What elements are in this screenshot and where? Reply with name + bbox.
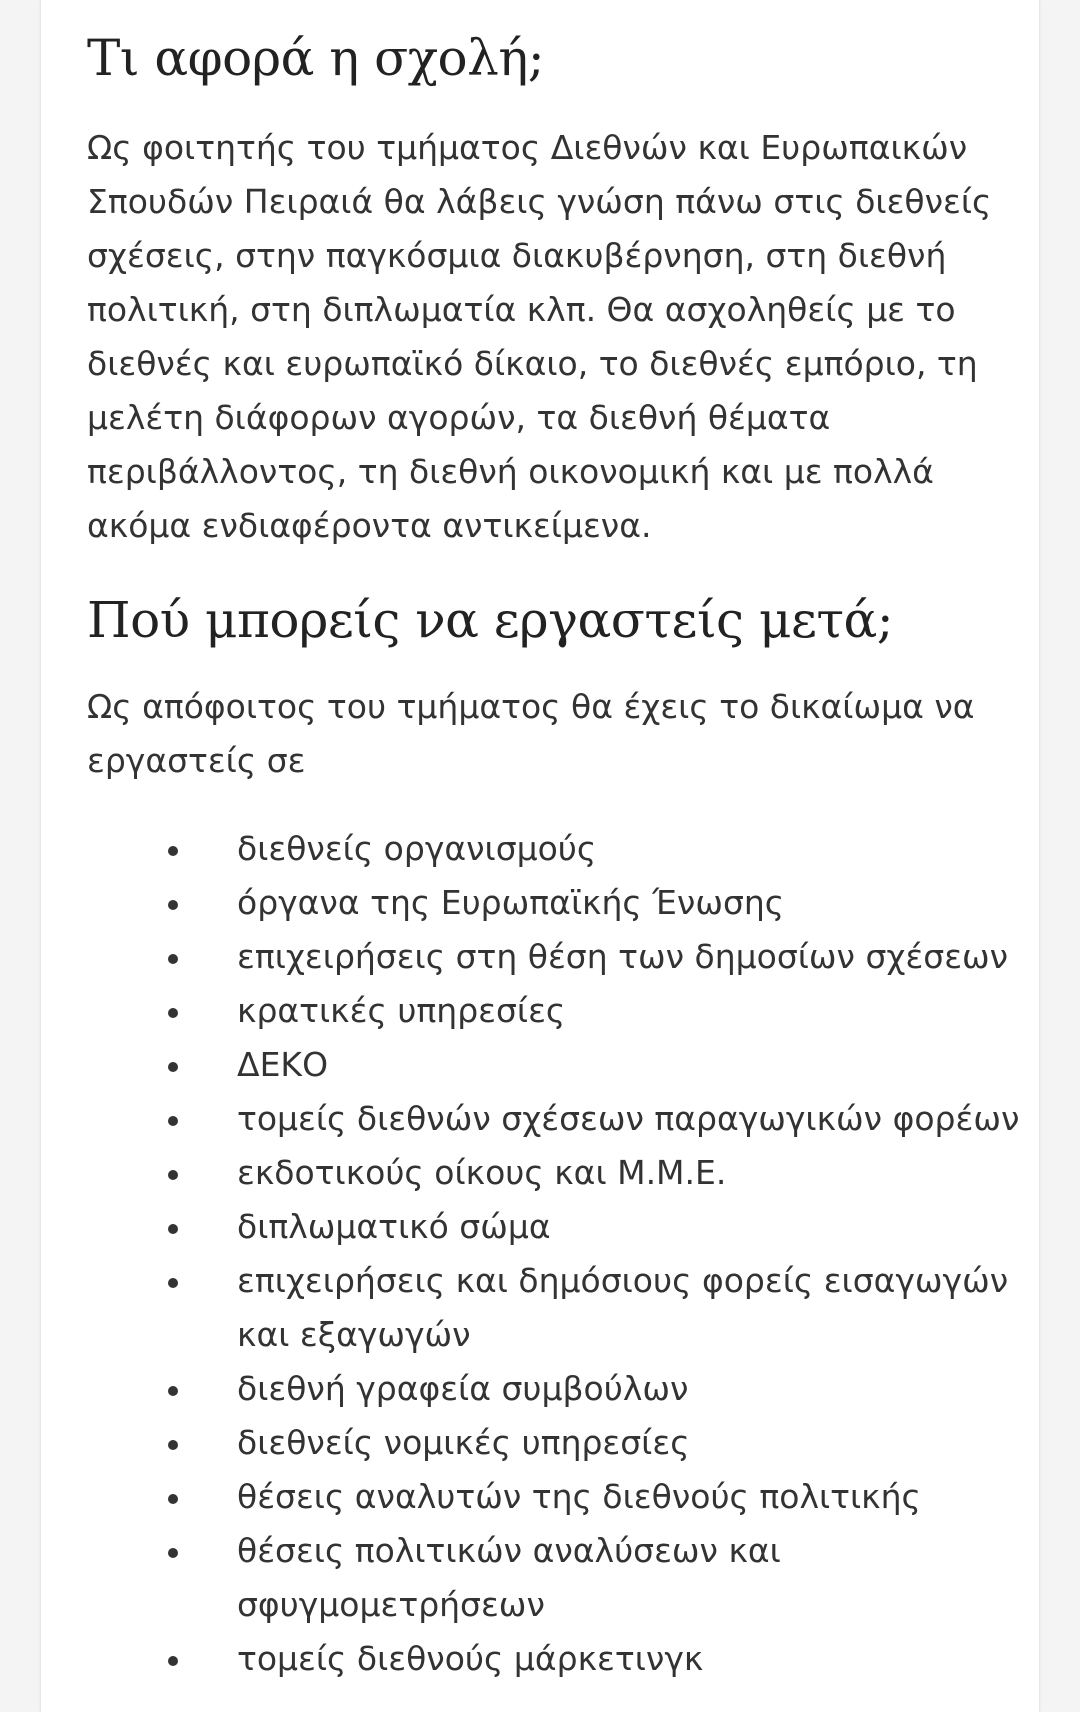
list-item-text: θέσεις αναλυτών της διεθνούς πολιτικής: [237, 1477, 921, 1516]
list-item: [87, 1254, 1027, 1362]
list-item-text: ΔΕΚΟ: [237, 1045, 329, 1084]
list-item-text: θέσεις πολιτικών αναλύσεων και σφυγμομετρήσεων: [237, 1531, 781, 1624]
list-item: [87, 1524, 1027, 1632]
list-item: [87, 876, 1027, 930]
list-item: [87, 1092, 1027, 1146]
list-item-text: εκδοτικούς οίκους και Μ.Μ.Ε.: [237, 1153, 727, 1192]
careers-heading: Πού μπορείς να εργαστείς μετά;: [87, 591, 894, 649]
article-card: [41, 0, 1039, 1712]
about-heading: Τι αφορά η σχολή;: [87, 29, 545, 87]
about-paragraph: Ως φοιτητής του τμήματος Διεθνών και Ευρωπαικών Σπουδών Πειραιά θα λάβεις γνώση πάνω στις διεθνείς σχέσεις, στην παγκόσμια διακυβέρνηση, στη διεθνή πολιτική, στη διπλωματία κλπ. Θα ασχοληθείς με το διεθνές και ευρωπαϊκό δίκαιο, το διεθνές εμπόριο, τη μελέτη διάφορων αγορών, τα διεθνή θέματα περιβάλλοντος, τη διεθνή οικονομική και με πολλά ακόμα ενδιαφέροντα αντικείμενα.: [87, 128, 992, 545]
list-item: [87, 1146, 1027, 1200]
list-item: [87, 1416, 1027, 1470]
list-item-text: κρατικές υπηρεσίες: [237, 991, 566, 1030]
list-item-text: τομείς διεθνούς μάρκετινγκ: [237, 1639, 704, 1678]
list-item: [87, 1362, 1027, 1416]
list-item: [87, 1038, 1027, 1092]
list-item-text: όργανα της Ευρωπαϊκής Ένωσης: [237, 883, 785, 922]
careers-list: [87, 822, 1027, 1686]
bullet-icon: [168, 1440, 178, 1450]
list-item-text: επιχειρήσεις και δημόσιους φορείς εισαγωγών και εξαγωγών: [237, 1261, 1009, 1354]
list-item: [87, 822, 1027, 876]
list-item: [87, 1470, 1027, 1524]
list-item-text: διεθνείς νομικές υπηρεσίες: [237, 1423, 690, 1462]
list-item: [87, 1632, 1027, 1686]
list-item: [87, 1200, 1027, 1254]
bullet-icon: [168, 1062, 178, 1072]
list-item-text: επιχειρήσεις στη θέση των δημοσίων σχέσεων: [237, 937, 1009, 976]
bullet-icon: [168, 1170, 178, 1180]
list-item-text: τομείς διεθνών σχέσεων παραγωγικών φορέων: [237, 1099, 1020, 1138]
bullet-icon: [168, 900, 178, 910]
bullet-icon: [168, 1116, 178, 1126]
bullet-icon: [168, 1008, 178, 1018]
bullet-icon: [168, 1494, 178, 1504]
list-item: [87, 930, 1027, 984]
list-item-text: διπλωματικό σώμα: [237, 1207, 551, 1246]
bullet-icon: [168, 1386, 178, 1396]
careers-intro: Ως απόφοιτος του τμήματος θα έχεις το δικαίωμα να εργαστείς σε: [87, 687, 975, 780]
bullet-icon: [168, 1548, 178, 1558]
bullet-icon: [168, 1656, 178, 1666]
bullet-icon: [168, 954, 178, 964]
list-item-text: διεθνείς οργανισμούς: [237, 829, 597, 868]
list-item-text: διεθνή γραφεία συμβούλων: [237, 1369, 689, 1408]
bullet-icon: [168, 1278, 178, 1288]
bullet-icon: [168, 1224, 178, 1234]
list-item: [87, 984, 1027, 1038]
bullet-icon: [168, 846, 178, 856]
